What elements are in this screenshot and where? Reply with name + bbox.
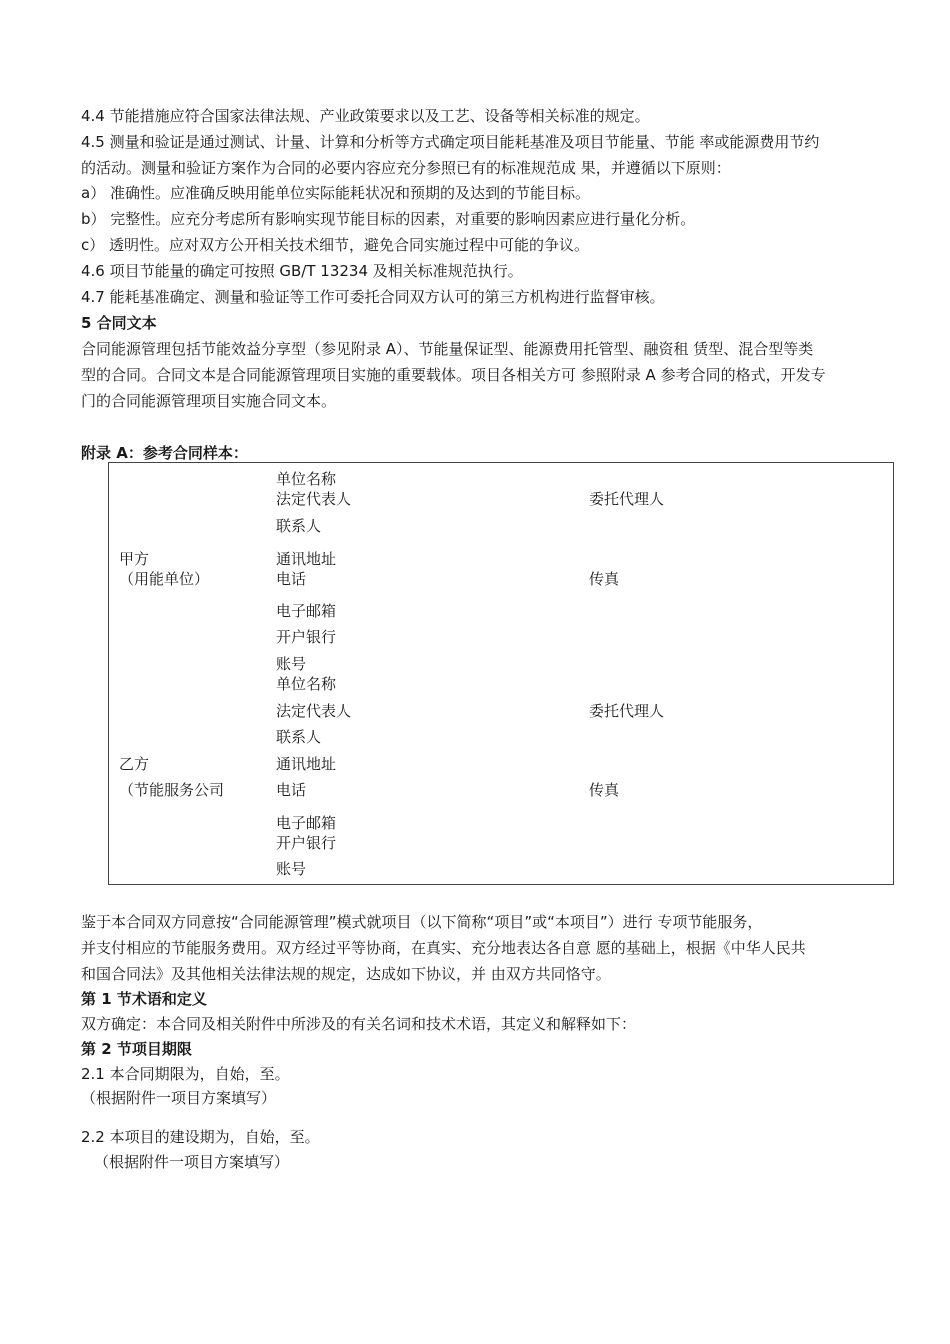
clause-2-2-note: （根据附件一项目方案填写）	[94, 1153, 290, 1171]
party-a-bank: 开户银行	[276, 628, 337, 646]
appendix-title: 附录 A：参考合同样本：	[81, 444, 248, 462]
section-1-text: 双方确定：本合同及相关附件中所涉及的有关名词和技术术语，其定义和解释如下：	[81, 1015, 637, 1033]
party-a-account: 账号	[276, 655, 307, 673]
principle-b: b） 完整性。应充分考虑所有影响实现节能目标的因素，对重要的影响因素应进行量化分析。	[81, 210, 696, 228]
clause-4-7: 4.7 能耗基准确定、测量和验证等工作可委托合同双方认可的第三方机构进行监督审核。	[81, 288, 665, 306]
party-b-fax: 传真	[589, 781, 620, 799]
clause-4-6: 4.6 项目节能量的确定可按照 GB/T 13234 及相关标准规范执行。	[81, 262, 523, 280]
contract-intro-line3: 和国合同法》及其他相关法律法规的规定，达成如下协议，并 由双方共同恪守。	[81, 965, 611, 983]
clause-2-1-note: （根据附件一项目方案填写）	[81, 1089, 277, 1107]
clause-2-2: 2.2 本项目的建设期为，自始，至。	[81, 1128, 320, 1146]
party-a-role: （用能单位）	[119, 570, 210, 588]
clause-4-5-line1: 4.5 测量和验证是通过测试、计量、计算和分析等方式确定项目能耗基准及项目节能量、节能 率或能源费用节约	[81, 133, 820, 151]
party-a-agent: 委托代理人	[589, 490, 665, 508]
party-b-agent: 委托代理人	[589, 702, 665, 720]
contract-intro-line2: 并支付相应的节能服务费用。双方经过平等协商，在真实、充分地表达各自意 愿的基础上，根据《中华人民共	[81, 939, 806, 957]
clause-2-1: 2.1 本合同期限为，自始，至。	[81, 1065, 290, 1083]
principle-c: c） 透明性。应对双方公开相关技术细节，避免合同实施过程中可能的争议。	[81, 236, 590, 254]
party-b-unit-name: 单位名称	[276, 675, 337, 693]
party-b-contact: 联系人	[276, 728, 322, 746]
party-b-account: 账号	[276, 860, 307, 878]
party-b-legal-rep: 法定代表人	[276, 702, 352, 720]
principle-a: a） 准确性。应准确反映用能单位实际能耗状况和预期的及达到的节能目标。	[81, 184, 590, 202]
section-2-heading: 第 2 节项目期限	[81, 1040, 192, 1058]
clause-4-4: 4.4 节能措施应符合国家法律法规、产业政策要求以及工艺、设备等相关标准的规定。	[81, 107, 650, 125]
section-5-line3: 门的合同能源管理项目实施合同文本。	[81, 392, 337, 410]
party-a-unit-name: 单位名称	[276, 470, 337, 488]
section-5-line1: 合同能源管理包括节能效益分享型（参见附录 A）、节能量保证型、能源费用托管型、融资租 赁型、混合型等类	[81, 340, 814, 358]
party-a-contact: 联系人	[276, 517, 322, 535]
party-b-role: （节能服务公司	[119, 781, 225, 799]
party-a-fax: 传真	[589, 570, 620, 588]
contract-intro-line1: 鉴于本合同双方同意按“合同能源管理”模式就项目（以下简称“项目”或“本项目”）进行 专项节能服务，	[81, 913, 763, 931]
section-1-heading: 第 1 节术语和定义	[81, 990, 207, 1008]
party-b-phone: 电话	[276, 781, 307, 799]
party-info-table	[108, 462, 894, 885]
party-a-address: 通讯地址	[276, 550, 337, 568]
section-5-heading: 5 合同文本	[81, 314, 157, 332]
party-a-legal-rep: 法定代表人	[276, 490, 352, 508]
clause-4-5-line2: 的活动。测量和验证方案作为合同的必要内容应充分参照已有的标准规范成 果，并遵循以下原则：	[81, 159, 731, 177]
party-a-label: 甲方	[119, 550, 150, 568]
party-a-email: 电子邮箱	[276, 602, 337, 620]
party-b-address: 通讯地址	[276, 755, 337, 773]
party-b-bank: 开户银行	[276, 834, 337, 852]
section-5-line2: 型的合同。合同文本是合同能源管理项目实施的重要载体。项目各相关方可 参照附录 A 参考合同的格式，开发专	[81, 366, 826, 384]
party-b-label: 乙方	[119, 755, 150, 773]
party-b-email: 电子邮箱	[276, 814, 337, 832]
party-a-phone: 电话	[276, 570, 307, 588]
